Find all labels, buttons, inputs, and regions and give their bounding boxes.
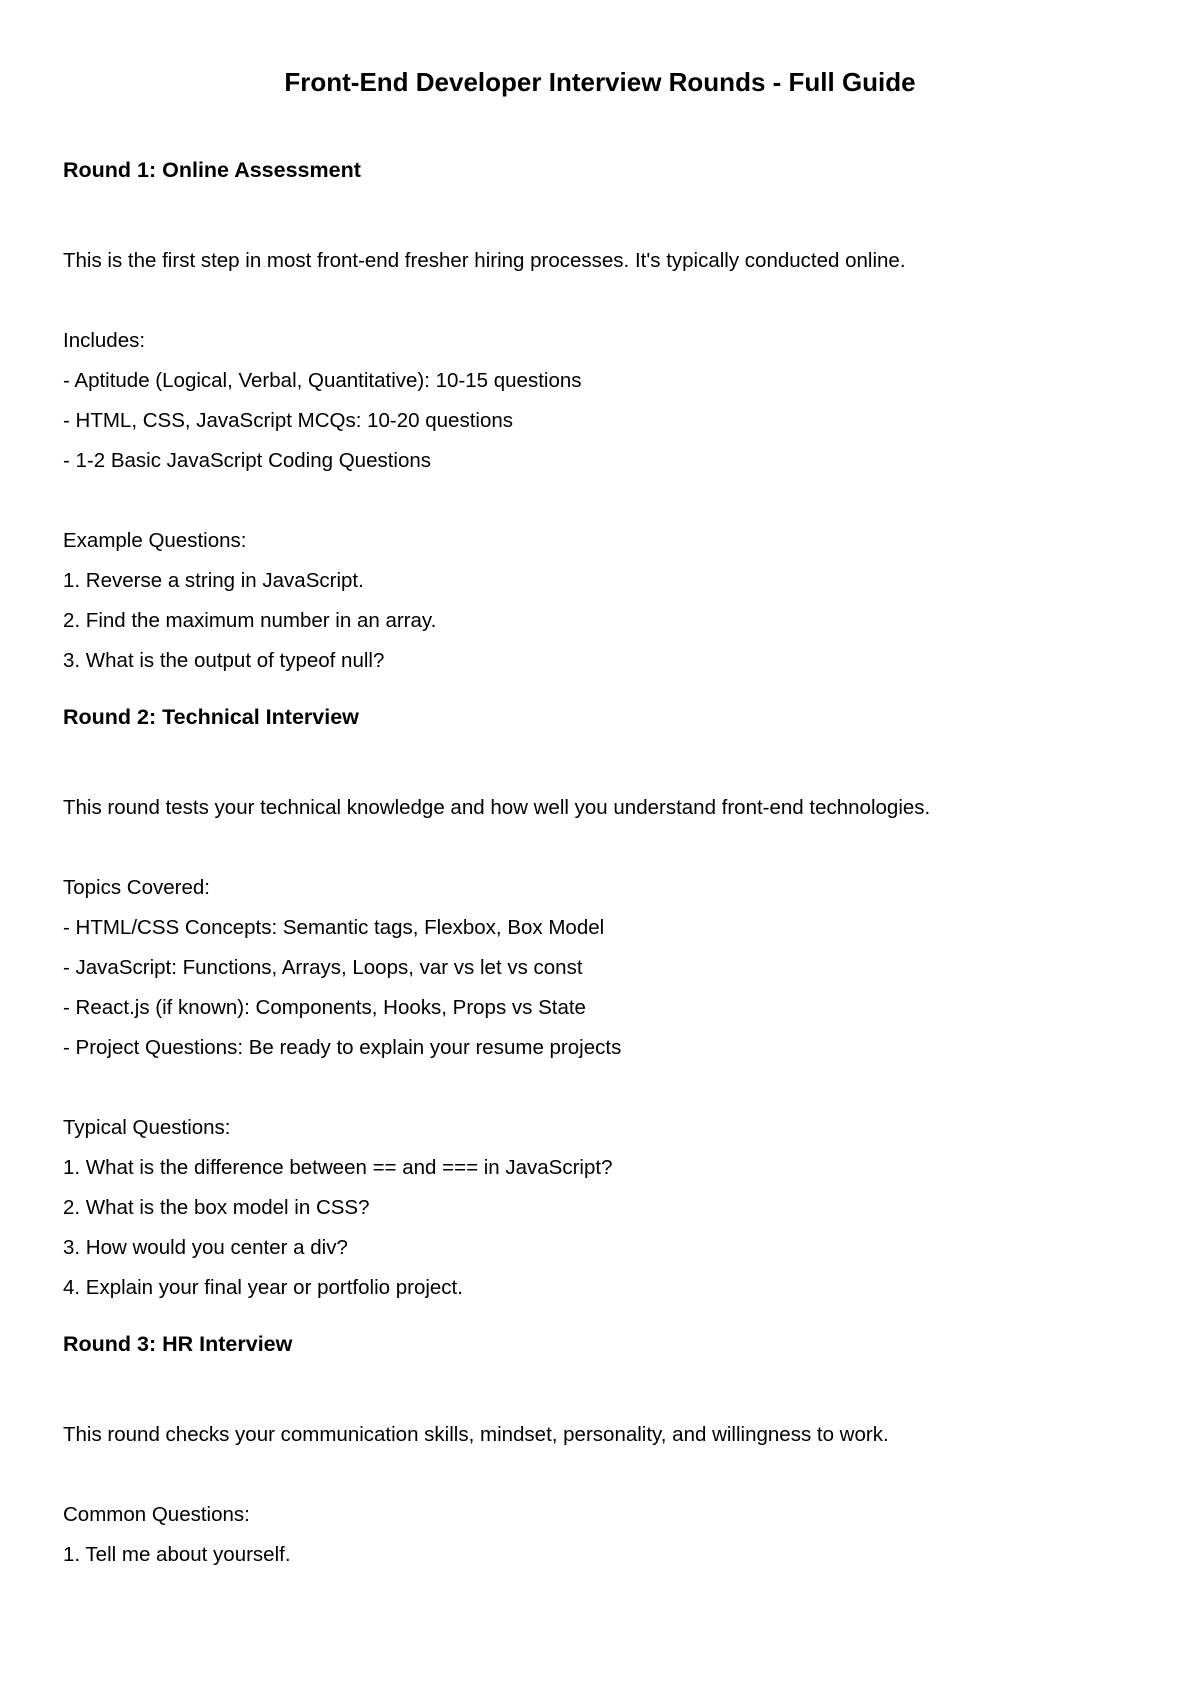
list-item: 2. Find the maximum number in an array. <box>63 609 437 632</box>
round-intro: This is the first step in most front-end fresher hiring processes. It's typically conducted online. <box>63 249 906 272</box>
round-intro: This round tests your technical knowledge and how well you understand front-end technologies. <box>63 796 931 819</box>
list-label: Topics Covered: <box>63 876 210 899</box>
round-1-section <box>63 155 1160 702</box>
list-item: 2. What is the box model in CSS? <box>63 1196 370 1219</box>
list-item: 1. Reverse a string in JavaScript. <box>63 569 364 592</box>
round-heading: Round 1: Online Assessment <box>63 158 361 182</box>
list-item: - 1-2 Basic JavaScript Coding Questions <box>63 449 432 472</box>
list-item: - JavaScript: Functions, Arrays, Loops, var vs let vs const <box>63 956 583 979</box>
round-heading: Round 3: HR Interview <box>63 1332 293 1356</box>
list-item: 3. How would you center a div? <box>63 1236 348 1259</box>
round-heading: Round 2: Technical Interview <box>63 705 359 729</box>
list-item: - HTML/CSS Concepts: Semantic tags, Flexbox, Box Model <box>63 916 605 939</box>
document-body <box>63 155 1160 1575</box>
list-label: Typical Questions: <box>63 1116 231 1139</box>
list-item: - Aptitude (Logical, Verbal, Quantitative): 10-15 questions <box>63 369 582 392</box>
list-item: - HTML, CSS, JavaScript MCQs: 10-20 questions <box>63 409 514 432</box>
list-item: 3. What is the output of typeof null? <box>63 649 385 672</box>
list-item: - React.js (if known): Components, Hooks, Props vs State <box>63 996 586 1019</box>
round-2-section <box>63 702 1160 1329</box>
list-item: 1. What is the difference between == and === in JavaScript? <box>63 1156 613 1179</box>
list-label: Includes: <box>63 329 146 352</box>
round-intro: This round checks your communication skills, mindset, personality, and willingness to work. <box>63 1423 889 1446</box>
round-3-section <box>63 1329 1160 1575</box>
list-item: 4. Explain your final year or portfolio project. <box>63 1276 463 1299</box>
list-label: Common Questions: <box>63 1503 250 1526</box>
list-item: - Project Questions: Be ready to explain your resume projects <box>63 1036 622 1059</box>
list-label: Example Questions: <box>63 529 247 552</box>
list-item: 1. Tell me about yourself. <box>63 1543 291 1566</box>
page-title: Front-End Developer Interview Rounds - Full Guide <box>284 67 916 97</box>
